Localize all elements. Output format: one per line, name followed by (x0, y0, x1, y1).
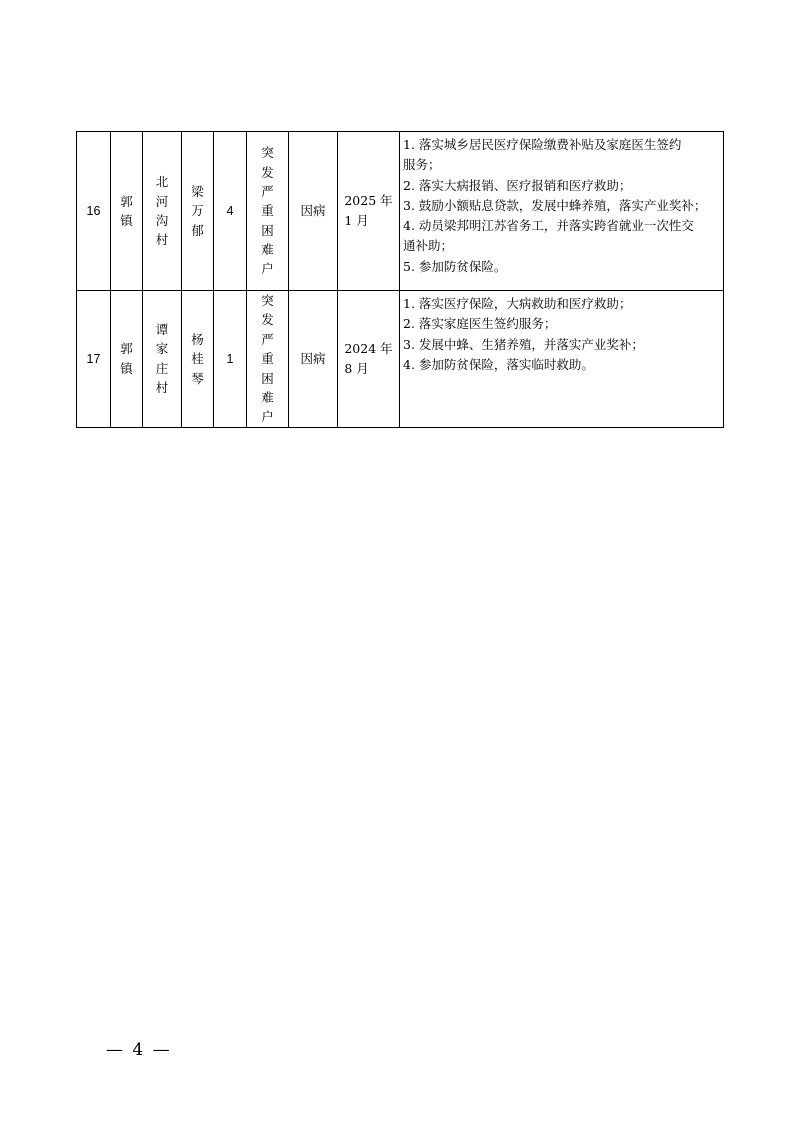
measures-cell (400, 132, 724, 291)
measure-line: 1. 落实医疗保险，大病救助和医疗救助； (403, 296, 632, 311)
village-cell: 谭家庄村 (143, 291, 182, 428)
measure-line: 2. 落实家庭医生签约服务； (403, 316, 557, 332)
table-row (77, 291, 724, 428)
measure-line: 3. 鼓励小额贴息贷款，发展中蜂养殖，落实产业奖补； (403, 197, 707, 213)
risk-type-cell: 突发严重困难户 (247, 291, 289, 428)
poverty-monitoring-table (76, 131, 724, 428)
household-size-cell: 1 (214, 291, 247, 428)
page-number: — 4 — (106, 1040, 172, 1060)
household-size-cell: 4 (214, 132, 247, 291)
date-cell: 2024 年 8 月 (338, 291, 400, 428)
table-row (77, 132, 724, 291)
risk-type-cell: 突发严重困难户 (247, 132, 289, 291)
name-cell: 杨桂琴 (182, 291, 214, 428)
cause-cell: 因病 (289, 291, 338, 428)
measures-cell (400, 291, 724, 428)
village-cell: 北河沟村 (143, 132, 182, 291)
measure-line: 服务； (403, 157, 441, 173)
measure-line: 3. 发展中蜂、生猪养殖，并落实产业奖补； (403, 336, 644, 352)
measure-line: 通补助； (403, 238, 454, 254)
town-cell: 郭镇 (111, 132, 143, 291)
seq-cell: 16 (77, 132, 111, 291)
measure-line: 4. 动员梁邦明江苏省务工，并落实跨省就业一次性交 (403, 218, 694, 233)
measure-line: 5. 参加防贫保险。 (403, 258, 507, 274)
town-cell: 郭镇 (111, 291, 143, 428)
measure-line: 4. 参加防贫保险，落实临时救助。 (403, 356, 594, 372)
measure-line: 2. 落实大病报销、医疗报销和医疗救助； (403, 177, 632, 193)
name-cell: 梁万郁 (182, 132, 214, 291)
seq-cell: 17 (77, 291, 111, 428)
cause-cell: 因病 (289, 132, 338, 291)
date-cell: 2025 年 1 月 (338, 132, 400, 291)
measure-line: 1. 落实城乡居民医疗保险缴费补贴及家庭医生签约 (403, 137, 682, 152)
